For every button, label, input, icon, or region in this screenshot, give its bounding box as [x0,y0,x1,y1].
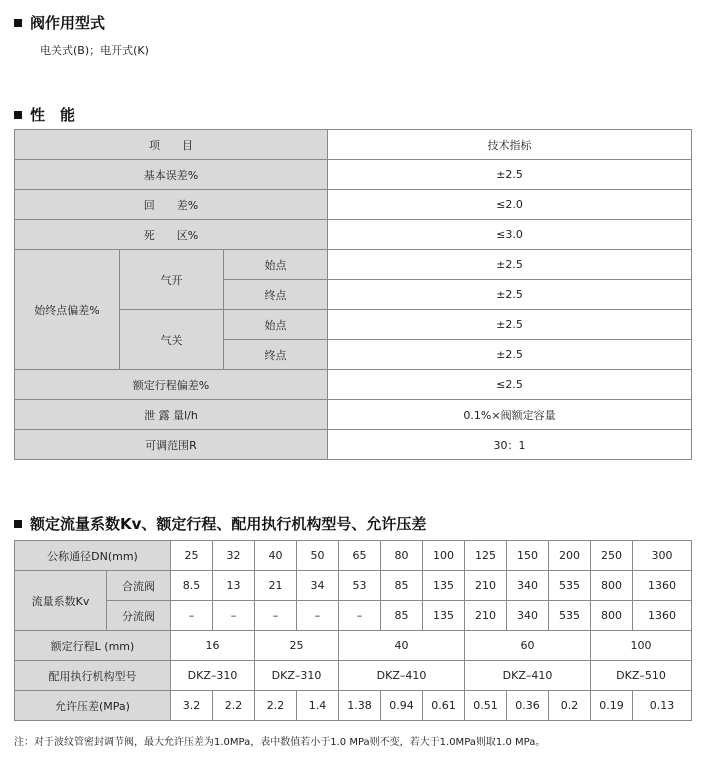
dn-cell: 250 [591,541,633,571]
kv-cell: 135 [423,571,465,601]
bullet-square-icon [14,520,22,528]
kv-cell: 210 [465,601,507,631]
row-sublabel: 始点 [224,310,328,340]
table-row [15,430,692,460]
footnote: 注：对于波纹管密封调节阀，最大允许压差为1.0MPa，表中数值若小于1.0 MPa则不变，若大于1.0MPa则取1.0 MPa。 [14,737,546,748]
row-label: 流量系数Kv [15,571,107,631]
section-title-text: 额定流量系数Kv、额定行程、配用执行机构型号、允许压差 [30,515,427,533]
table-row [15,691,692,721]
kv-cell: 85 [381,571,423,601]
dp-cell: 1.38 [339,691,381,721]
row-label: 可调范围R [15,430,328,460]
dp-cell: 0.2 [549,691,591,721]
row-value: ±2.5 [328,160,692,190]
table-row [15,160,692,190]
dn-cell: 25 [171,541,213,571]
dp-cell: 0.19 [591,691,633,721]
dn-cell: 200 [549,541,591,571]
dn-cell: 125 [465,541,507,571]
row-value: ±2.5 [328,250,692,280]
table-row [15,190,692,220]
row-value: ≤2.0 [328,190,692,220]
row-sublabel: 气关 [120,310,224,370]
row-label: 允许压差(MPa) [15,691,171,721]
kv-cell: 535 [549,571,591,601]
row-value: ≤2.5 [328,370,692,400]
kv-cell: 53 [339,571,381,601]
row-value: ±2.5 [328,280,692,310]
row-label: 配用执行机构型号 [15,661,171,691]
dp-cell: 0.13 [633,691,692,721]
kv-cell: 340 [507,601,549,631]
row-value: ±2.5 [328,310,692,340]
dn-cell: 40 [255,541,297,571]
row-sublabel: 气开 [120,250,224,310]
table-row [15,220,692,250]
kv-cell: 535 [549,601,591,631]
row-label: 死 区% [15,220,328,250]
dn-cell: 80 [381,541,423,571]
table-row [15,400,692,430]
flow-table [14,540,692,721]
bullet-square-icon [14,111,22,119]
header-spec: 技术指标 [328,130,692,160]
row-value: 30：1 [328,430,692,460]
kv-cell: 13 [213,571,255,601]
row-sublabel: 合流阀 [107,571,171,601]
actuator-cell: DKZ–510 [591,661,692,691]
table-row [15,130,692,160]
row-sublabel: 终点 [224,340,328,370]
mode-text: 电关式(B)；电开式(K) [40,44,149,57]
dp-cell: 2.2 [255,691,297,721]
kv-cell: 21 [255,571,297,601]
dn-cell: 32 [213,541,255,571]
row-sublabel: 始点 [224,250,328,280]
row-label: 额定行程L (mm) [15,631,171,661]
row-label: 额定行程偏差% [15,370,328,400]
kv-cell: – [255,601,297,631]
performance-table [14,129,692,460]
kv-cell: 800 [591,571,633,601]
stroke-cell: 25 [255,631,339,661]
row-value: 0.1%×阀额定容量 [328,400,692,430]
kv-cell: 85 [381,601,423,631]
row-value: ±2.5 [328,340,692,370]
table-row [15,541,692,571]
section-title-performance [14,104,75,125]
kv-cell: 34 [297,571,339,601]
table-row [15,250,692,280]
table-row [15,571,692,601]
kv-cell: 135 [423,601,465,631]
kv-cell: – [171,601,213,631]
table-row [15,661,692,691]
section-title-mode [14,12,105,33]
row-value: ≤3.0 [328,220,692,250]
section-title-text: 阀作用型式 [30,14,106,32]
kv-cell: 340 [507,571,549,601]
row-sublabel: 分流阀 [107,601,171,631]
dp-cell: 0.61 [423,691,465,721]
actuator-cell: DKZ–410 [339,661,465,691]
kv-cell: 210 [465,571,507,601]
row-label: 公称通径DN(mm) [15,541,171,571]
kv-cell: – [339,601,381,631]
row-label: 始终点偏差% [15,250,120,370]
dp-cell: 0.51 [465,691,507,721]
dn-cell: 100 [423,541,465,571]
actuator-cell: DKZ–310 [255,661,339,691]
row-label: 基本误差% [15,160,328,190]
dp-cell: 3.2 [171,691,213,721]
bullet-square-icon [14,19,22,27]
table-row [15,370,692,400]
stroke-cell: 16 [171,631,255,661]
dn-cell: 50 [297,541,339,571]
actuator-cell: DKZ–310 [171,661,255,691]
kv-cell: 8.5 [171,571,213,601]
actuator-cell: DKZ–410 [465,661,591,691]
kv-cell: – [213,601,255,631]
table-row [15,631,692,661]
header-item: 项 目 [15,130,328,160]
kv-cell: 800 [591,601,633,631]
kv-cell: 1360 [633,571,692,601]
section-title-flow [14,513,426,534]
stroke-cell: 60 [465,631,591,661]
row-sublabel: 终点 [224,280,328,310]
section-title-text: 性 能 [30,106,76,124]
dp-cell: 0.94 [381,691,423,721]
dn-cell: 65 [339,541,381,571]
stroke-cell: 100 [591,631,692,661]
stroke-cell: 40 [339,631,465,661]
dn-cell: 150 [507,541,549,571]
row-label: 泄 露 量l/h [15,400,328,430]
kv-cell: – [297,601,339,631]
dn-cell: 300 [633,541,692,571]
dp-cell: 0.36 [507,691,549,721]
row-label: 回 差% [15,190,328,220]
dp-cell: 1.4 [297,691,339,721]
dp-cell: 2.2 [213,691,255,721]
table-row [15,601,692,631]
kv-cell: 1360 [633,601,692,631]
